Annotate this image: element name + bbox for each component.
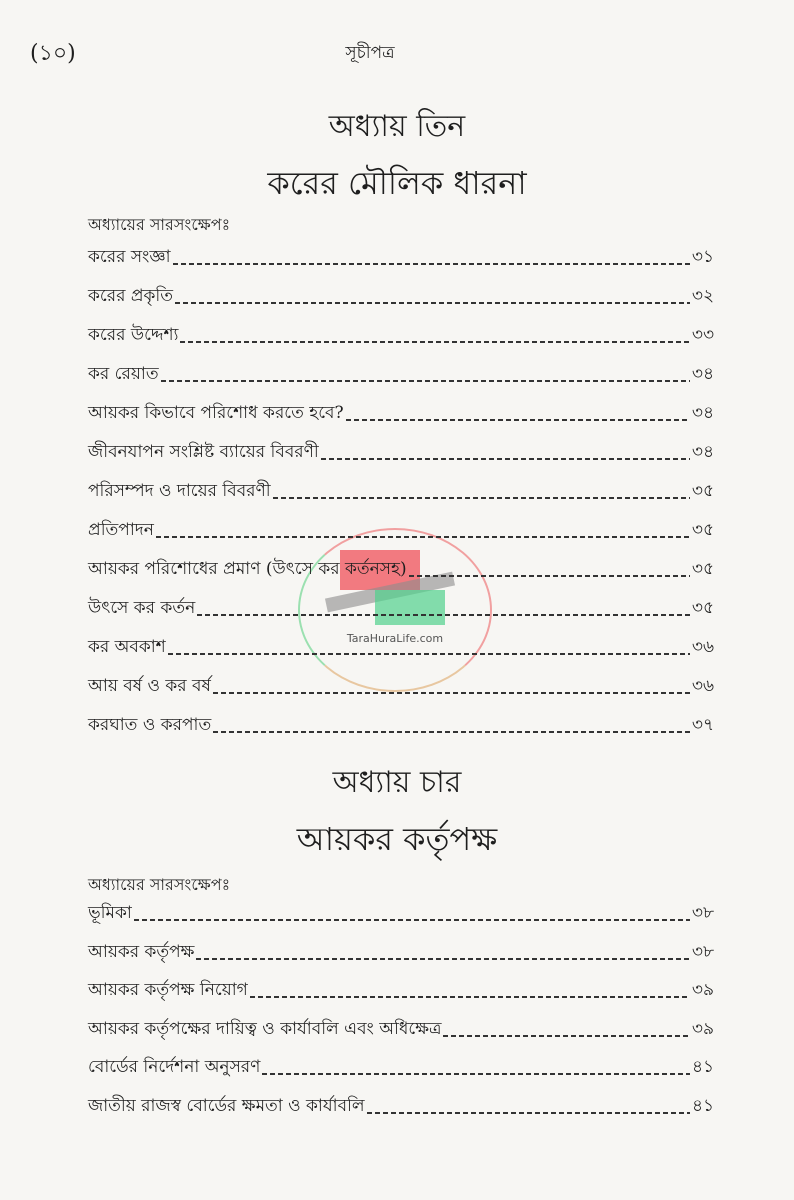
toc-entry-page: ৩৮ [691, 903, 714, 923]
toc-entry-title: আয়কর পরিশোধের প্রমাণ (উৎসে কর কর্তনসহ) [88, 559, 407, 579]
toc-entry [88, 979, 714, 1005]
toc-entry-page: ৩১ [691, 247, 714, 267]
toc-entry-title: করঘাত ও করপাত [88, 715, 212, 735]
toc-entry [88, 902, 714, 928]
toc-entry-page: ৪১ [691, 1096, 714, 1116]
watermark-text: TaraHuraLife.com [346, 632, 444, 645]
toc-entry-title: ভূমিকা [88, 903, 132, 923]
toc-entry [88, 1056, 714, 1082]
toc-entry-page: ৩৪ [691, 442, 714, 462]
toc-entry-title: করের উদ্দেশ্য [88, 325, 179, 345]
toc-entry-title: প্রতিপাদন [88, 520, 154, 540]
toc-entry-title: করের সংজ্ঞা [88, 247, 171, 267]
leader-dashes [250, 996, 690, 998]
leader-dashes [196, 958, 689, 960]
leader-dashes [443, 1035, 689, 1037]
toc-entry-page: ৩৫ [691, 481, 714, 501]
toc-entry-page: ৩৫ [691, 559, 714, 579]
toc-entry-page: ৩৫ [691, 598, 714, 618]
toc-entry-title: জাতীয় রাজস্ব বোর্ডের ক্ষমতা ও কার্যাবলি [88, 1096, 365, 1116]
toc-entry-page: ৩৮ [691, 941, 714, 962]
chapter-3-summary-label: অধ্যায়ের সারসংক্ষেপঃ [88, 215, 231, 234]
toc-entry-page: ৩৪ [691, 403, 714, 423]
toc-entry-page: ৩২ [691, 286, 714, 306]
chapter-3-title: অধ্যায় তিন [328, 109, 466, 144]
chapter-4-title: অধ্যায় চার [332, 765, 462, 800]
toc-entry-page: ৩৩ [691, 325, 714, 345]
toc-entry-title: আয়কর কর্তৃপক্ষের দায়িত্ব ও কার্যাবলি এবং অধিক্ষেত্র [88, 1018, 442, 1039]
chapter-4-summary-label: অধ্যায়ের সারসংক্ষেপঃ [88, 875, 231, 894]
toc-entry-page: ৪১ [691, 1057, 714, 1078]
toc-entry-title: জীবনযাপন সংশ্লিষ্ট ব্যায়ের বিবরণী [88, 442, 319, 462]
toc-entry [88, 1095, 714, 1121]
toc-entry-page: ৩৭ [691, 715, 714, 735]
leader-dashes [134, 919, 690, 921]
page-number: (১০) [30, 41, 76, 66]
toc-entry-page: ৩৫ [691, 520, 714, 540]
toc-entry-title: বোর্ডের নির্দেশনা অনুসরণ [88, 1057, 261, 1078]
toc-entry-page: ৩৬ [691, 676, 714, 696]
toc-entry-title: আয়কর কিভাবে পরিশোধ করতে হবে? [88, 403, 344, 423]
toc-entry [88, 1018, 714, 1044]
toc-entry-title: আয় বর্ষ ও কর বর্ষ [88, 676, 211, 696]
toc-entry-page: ৩৯ [691, 980, 714, 1001]
toc-entry-page: ৩৪ [691, 364, 714, 384]
chapter-3-subtitle: করের মৌলিক ধারনা [267, 164, 527, 202]
toc-entry-title: আয়কর কর্তৃপক্ষ [88, 941, 195, 962]
running-head: সূচীপত্র [345, 43, 395, 63]
leader-dashes [262, 1073, 690, 1075]
toc-entry-title: কর অবকাশ [88, 637, 166, 657]
leader-dashes [367, 1112, 690, 1114]
chapter-4-subtitle: আয়কর কর্তৃপক্ষ [296, 820, 498, 858]
toc-entry-page: ৩৯ [691, 1018, 714, 1039]
toc-entry-page: ৩৬ [691, 637, 714, 657]
toc-entry [88, 941, 714, 967]
toc-entry-title: উৎসে কর কর্তন [88, 598, 196, 618]
toc-entry-title: আয়কর কর্তৃপক্ষ নিয়োগ [88, 980, 248, 1001]
toc-entry-title: পরিসম্পদ ও দায়ের বিবরণী [88, 481, 271, 501]
toc-entry-title: কর রেয়াত [88, 364, 159, 384]
toc-entry-title: করের প্রকৃতি [88, 286, 174, 306]
